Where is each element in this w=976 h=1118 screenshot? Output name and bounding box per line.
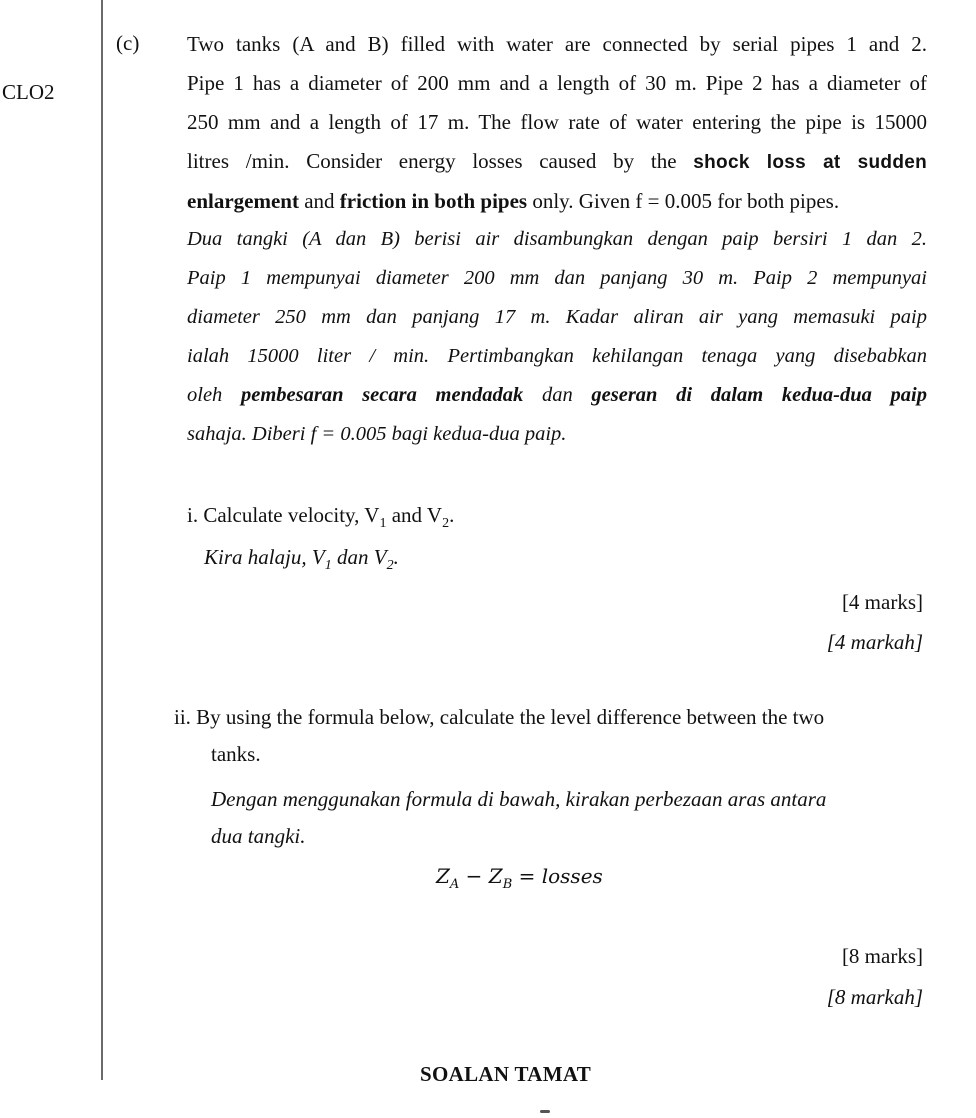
part-i-english: [187, 503, 454, 532]
question-label: (c): [116, 31, 140, 55]
ms-line-2: Paip 1 mempunyai diameter 200 mm dan panjang 30 m. Paip 2 mempunyai: [187, 267, 927, 289]
ms-pembesaran: pembesaran secara mendadak: [241, 384, 524, 406]
question-english: [187, 25, 927, 221]
ms-geseran: geseran di dalam kedua-dua paip: [591, 384, 928, 406]
ms-line-6: sahaja. Diberi f = 0.005 bagi kedua-dua paip.: [187, 423, 567, 445]
part-i-ms-sub1: 1: [324, 558, 332, 574]
formula-rhs: = losses: [512, 864, 603, 888]
part-ii-markah: [8 markah]: [826, 985, 923, 1009]
en-given: only. Given f = 0.005 for both pipes.: [527, 189, 840, 213]
en-line-4-text: litres /min. Consider energy losses caused by the: [187, 149, 694, 173]
en-line-1: Two tanks (A and B) filled with water are connected by serial pipes 1 and 2.: [187, 32, 927, 56]
ms-line-4: ialah 15000 liter / min. Pertimbangkan kehilangan tenaga yang disebabkan: [187, 345, 927, 367]
part-i-markah: [4 markah]: [826, 630, 923, 654]
part-i-en-sub1: 1: [379, 516, 387, 532]
part-ii-malay-line-2: dua tangki.: [211, 824, 306, 848]
en-and: and: [298, 189, 340, 213]
ms-line-1: Dua tangki (A dan B) berisi air disambungkan dengan paip bersiri 1 dan 2.: [187, 228, 927, 250]
margin-divider: [101, 0, 103, 1080]
en-enlargement: enlargement: [187, 189, 299, 213]
ms-dan: dan: [523, 384, 592, 406]
end-of-questions: SOALAN TAMAT: [420, 1062, 592, 1086]
page-mark: [540, 1110, 550, 1113]
formula-z-a: Z: [436, 864, 450, 888]
part-i-marks: [4 marks]: [841, 590, 923, 614]
part-i-ms-mid: dan V: [331, 545, 387, 569]
part-i-ms-prefix: Kira halaju, V: [204, 545, 325, 569]
en-friction: friction in both pipes: [339, 189, 528, 213]
en-line-2: Pipe 1 has a diameter of 200 mm and a length of 30 m. Pipe 2 has a diameter of: [187, 71, 927, 95]
part-ii-malay-line-1: Dengan menggunakan formula di bawah, kirakan perbezaan aras antara: [211, 787, 827, 811]
en-line-3: 250 mm and a length of 17 m. The flow rate of water entering the pipe is 15000: [187, 110, 927, 134]
ms-line-3: diameter 250 mm dan panjang 17 m. Kadar aliran air yang memasuki paip: [187, 306, 927, 328]
part-ii-english-line-2: tanks.: [211, 742, 261, 766]
en-line-4: [187, 142, 927, 182]
clo-label: CLO2: [2, 80, 55, 104]
part-i-en-end: .: [449, 503, 455, 527]
level-difference-formula: [436, 864, 603, 892]
part-i-en-mid: and V: [386, 503, 443, 527]
formula-minus: −: [459, 864, 489, 888]
en-shock-loss: shock loss at sudden: [693, 152, 927, 173]
formula-z-b: Z: [488, 864, 503, 888]
ms-oleh: oleh: [187, 384, 241, 406]
formula-sub-b: B: [502, 877, 513, 892]
part-ii-marks: [8 marks]: [841, 944, 923, 968]
ms-line-5: [187, 376, 927, 415]
en-line-5: [187, 182, 927, 221]
part-i-ms-end: .: [393, 545, 399, 569]
formula-sub-a: A: [449, 877, 460, 892]
part-i-en-prefix: i. Calculate velocity, V: [187, 503, 380, 527]
part-i-malay: [204, 545, 399, 574]
part-ii-english-line-1: ii. By using the formula below, calculate the level difference between the two: [174, 705, 825, 729]
part-i-en-sub2: 2: [442, 516, 450, 532]
part-i-ms-sub2: 2: [386, 558, 394, 574]
question-malay: [187, 220, 927, 454]
